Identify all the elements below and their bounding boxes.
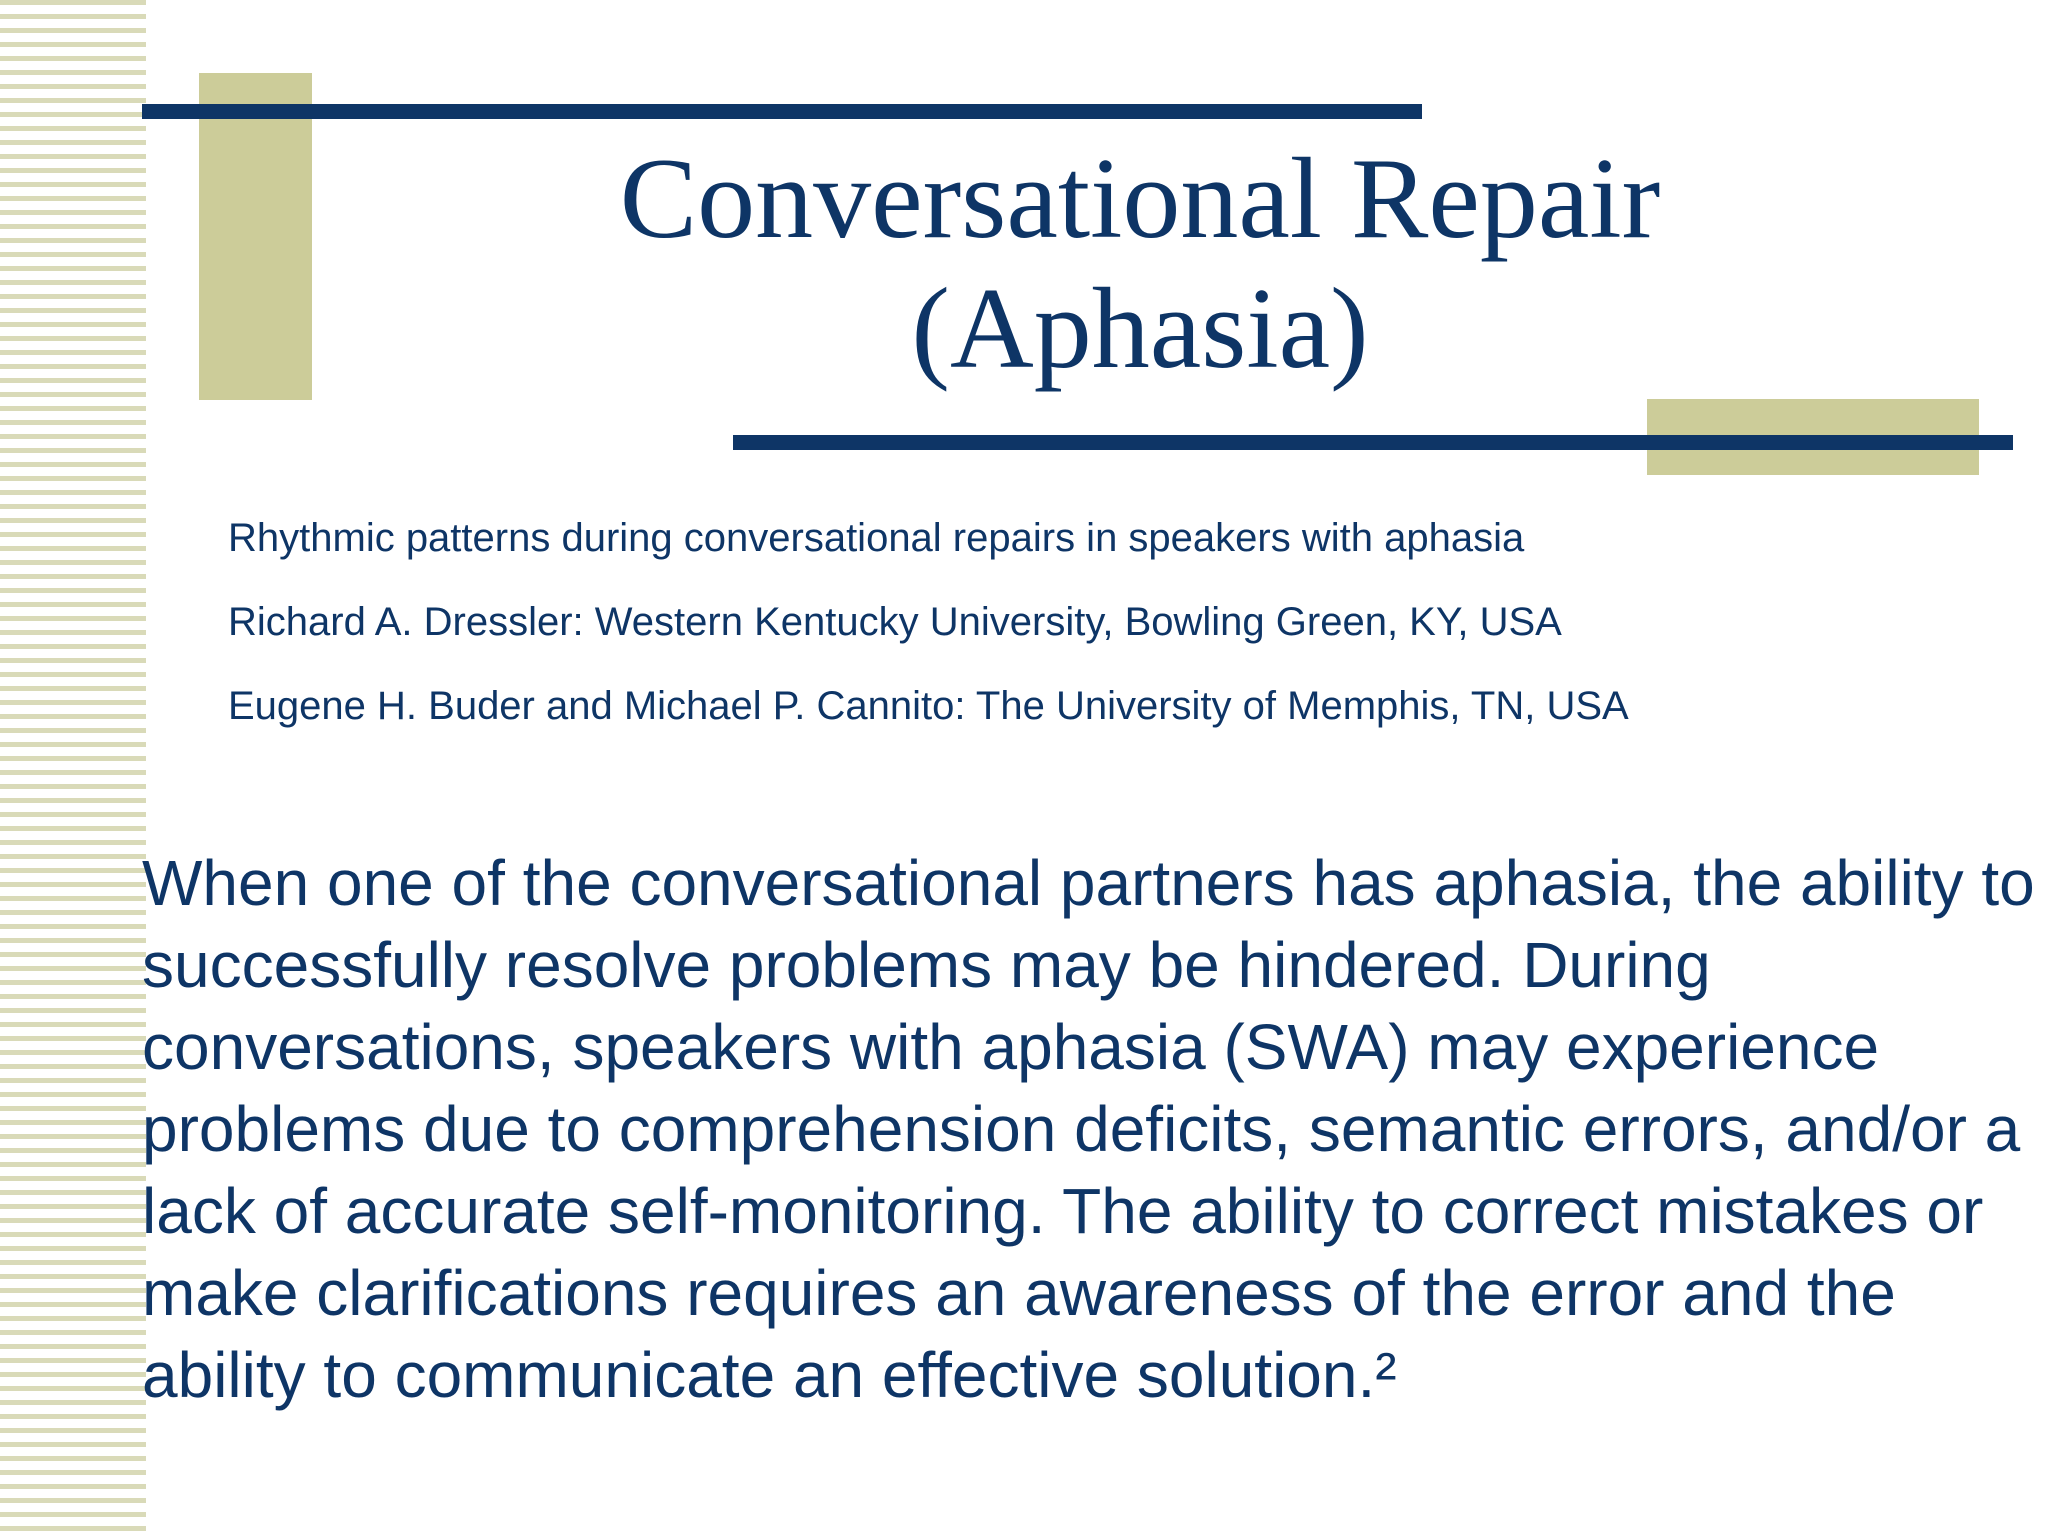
slide-title: [380, 134, 1900, 394]
body-paragraph: When one of the conversational partners has aphasia, the ability to successfully resolve problems may be hindered. During conversations, speakers with aphasia (SWA) may experience problems due to comprehension deficits, semantic errors, and/or a lack of accurate self-monitoring. The ability to correct mistakes or make clarifications requires an awareness of the error and the ability to communicate an effective solution.²: [142, 847, 2035, 1411]
title-rule-top: [142, 104, 1422, 119]
decorative-stripe-band: [0, 0, 146, 1536]
title-rule-bottom: [733, 435, 2013, 450]
citation-block: [228, 512, 1828, 764]
title-line-1: Conversational Repair: [619, 135, 1661, 263]
author-affiliation-2: Eugene H. Buder and Michael P. Cannito: The University of Memphis, TN, USA: [228, 684, 1629, 728]
title-line-2: (Aphasia): [911, 265, 1369, 393]
author-affiliation-1: Richard A. Dressler: Western Kentucky University, Bowling Green, KY, USA: [228, 600, 1562, 644]
study-title: Rhythmic patterns during conversational repairs in speakers with aphasia: [228, 516, 1525, 560]
accent-block-vertical: [199, 73, 312, 400]
